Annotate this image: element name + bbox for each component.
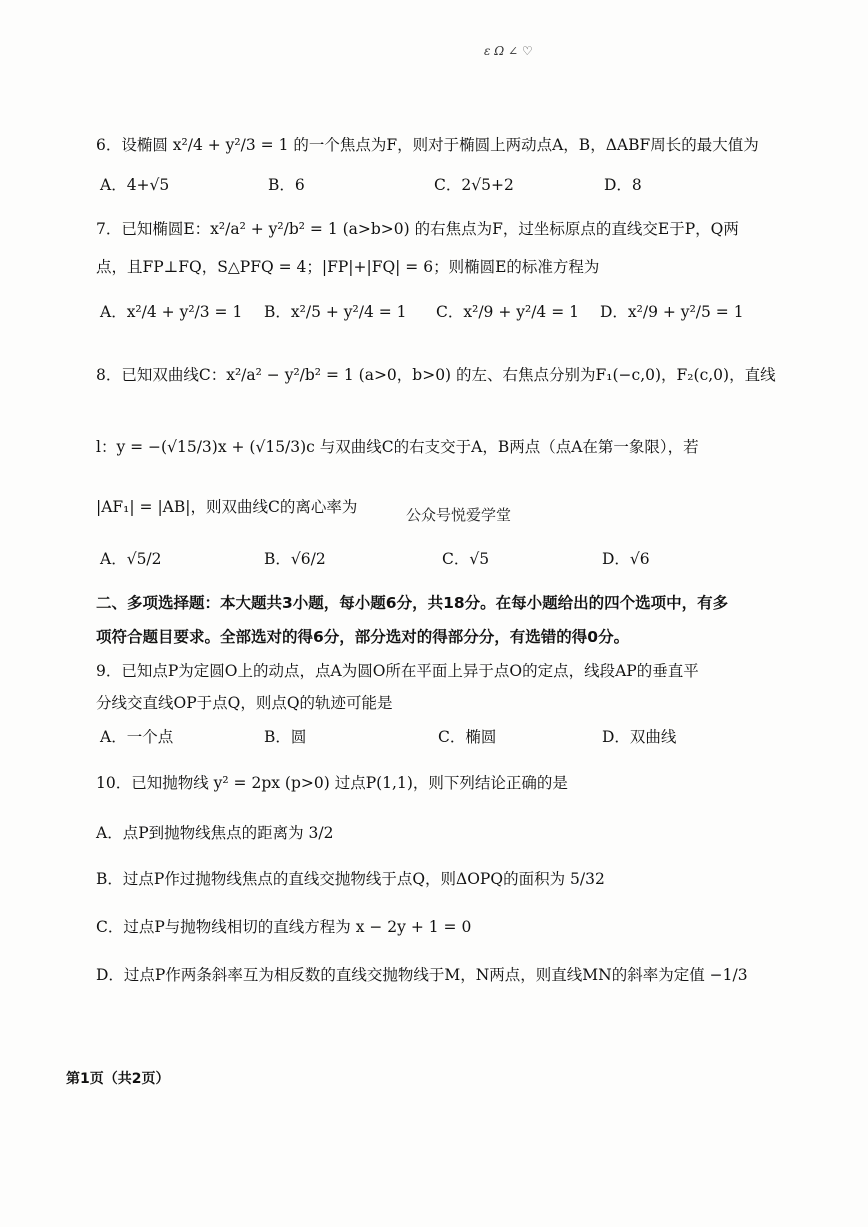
question-10-option-b: B．过点P作过抛物线焦点的直线交抛物线于点Q，则ΔOPQ的面积为 5/32 [96, 870, 605, 888]
question-9-option-b: B．圆 [264, 728, 307, 746]
question-6-text: 6．设椭圆 x²/4 + y²/3 = 1 的一个焦点为F，则对于椭圆上两动点A，B，ΔABF周长的最大值为 [96, 136, 759, 154]
question-7-option-b: B．x²/5 + y²/4 = 1 [264, 303, 407, 321]
question-8-option-d: D．√6 [602, 550, 650, 568]
question-7-option-c: C．x²/9 + y²/4 = 1 [436, 303, 579, 321]
question-6-option-c: C．2√5+2 [434, 176, 514, 194]
question-6-option-b: B．6 [268, 176, 305, 194]
page-footer: 第1页（共2页） [66, 1071, 170, 1087]
question-9-option-d: D．双曲线 [602, 728, 677, 746]
question-6-option-a: A．4+√5 [100, 176, 170, 194]
question-7-option-a: A．x²/4 + y²/3 = 1 [100, 303, 243, 321]
question-7-line-1: 7．已知椭圆E：x²/a² + y²/b² = 1 (a>b>0) 的右焦点为F，过坐标原点的直线交E于P，Q两 [96, 220, 739, 238]
question-9-option-c: C．椭圆 [438, 728, 497, 746]
question-8-option-b: B．√6/2 [264, 550, 326, 568]
question-7-option-d: D．x²/9 + y²/5 = 1 [600, 303, 744, 321]
question-10-option-c: C．过点P与抛物线相切的直线方程为 x − 2y + 1 = 0 [96, 918, 472, 936]
question-8-line-1: 8．已知双曲线C：x²/a² − y²/b² = 1 (a>0，b>0) 的左、右焦点分别为F₁(−c,0)，F₂(c,0)，直线 [96, 366, 776, 384]
question-9-option-a: A．一个点 [100, 728, 174, 746]
question-9-line-2: 分线交直线OP于点Q，则点Q的轨迹可能是 [96, 694, 393, 712]
section-2-heading-line-1: 二、多项选择题：本大题共3小题，每小题6分，共18分。在每小题给出的四个选项中，有多 [96, 594, 729, 612]
question-8-line-2: l：y = −(√15/3)x + (√15/3)c 与双曲线C的右支交于A，B两点（点A在第一象限），若 [96, 438, 699, 456]
watermark-text: 公众号悦爱学堂 [406, 506, 512, 524]
question-6-option-d: D．8 [604, 176, 642, 194]
page-stamp: ε Ω ∠ ♡ [484, 44, 533, 58]
question-10-option-d: D．过点P作两条斜率互为相反数的直线交抛物线于M，N两点，则直线MN的斜率为定值 −1/3 [96, 966, 748, 984]
question-8-line-3: |AF₁| = |AB|，则双曲线C的离心率为 [96, 498, 358, 516]
question-10-option-a: A．点P到抛物线焦点的距离为 3/2 [96, 824, 334, 842]
question-7-line-2: 点，且FP⊥FQ，S△PFQ = 4；|FP|+|FQ| = 6；则椭圆E的标准方程为 [96, 258, 600, 276]
question-8-option-a: A．√5/2 [100, 550, 162, 568]
question-8-option-c: C．√5 [442, 550, 490, 568]
question-9-line-1: 9．已知点P为定圆O上的动点，点A为圆O所在平面上异于点O的定点，线段AP的垂直平 [96, 662, 699, 680]
question-10-stem: 10．已知抛物线 y² = 2px (p>0) 过点P(1,1)，则下列结论正确的是 [96, 774, 568, 792]
section-2-heading-line-2: 项符合题目要求。全部选对的得6分，部分选对的得部分分，有选错的得0分。 [96, 628, 630, 646]
